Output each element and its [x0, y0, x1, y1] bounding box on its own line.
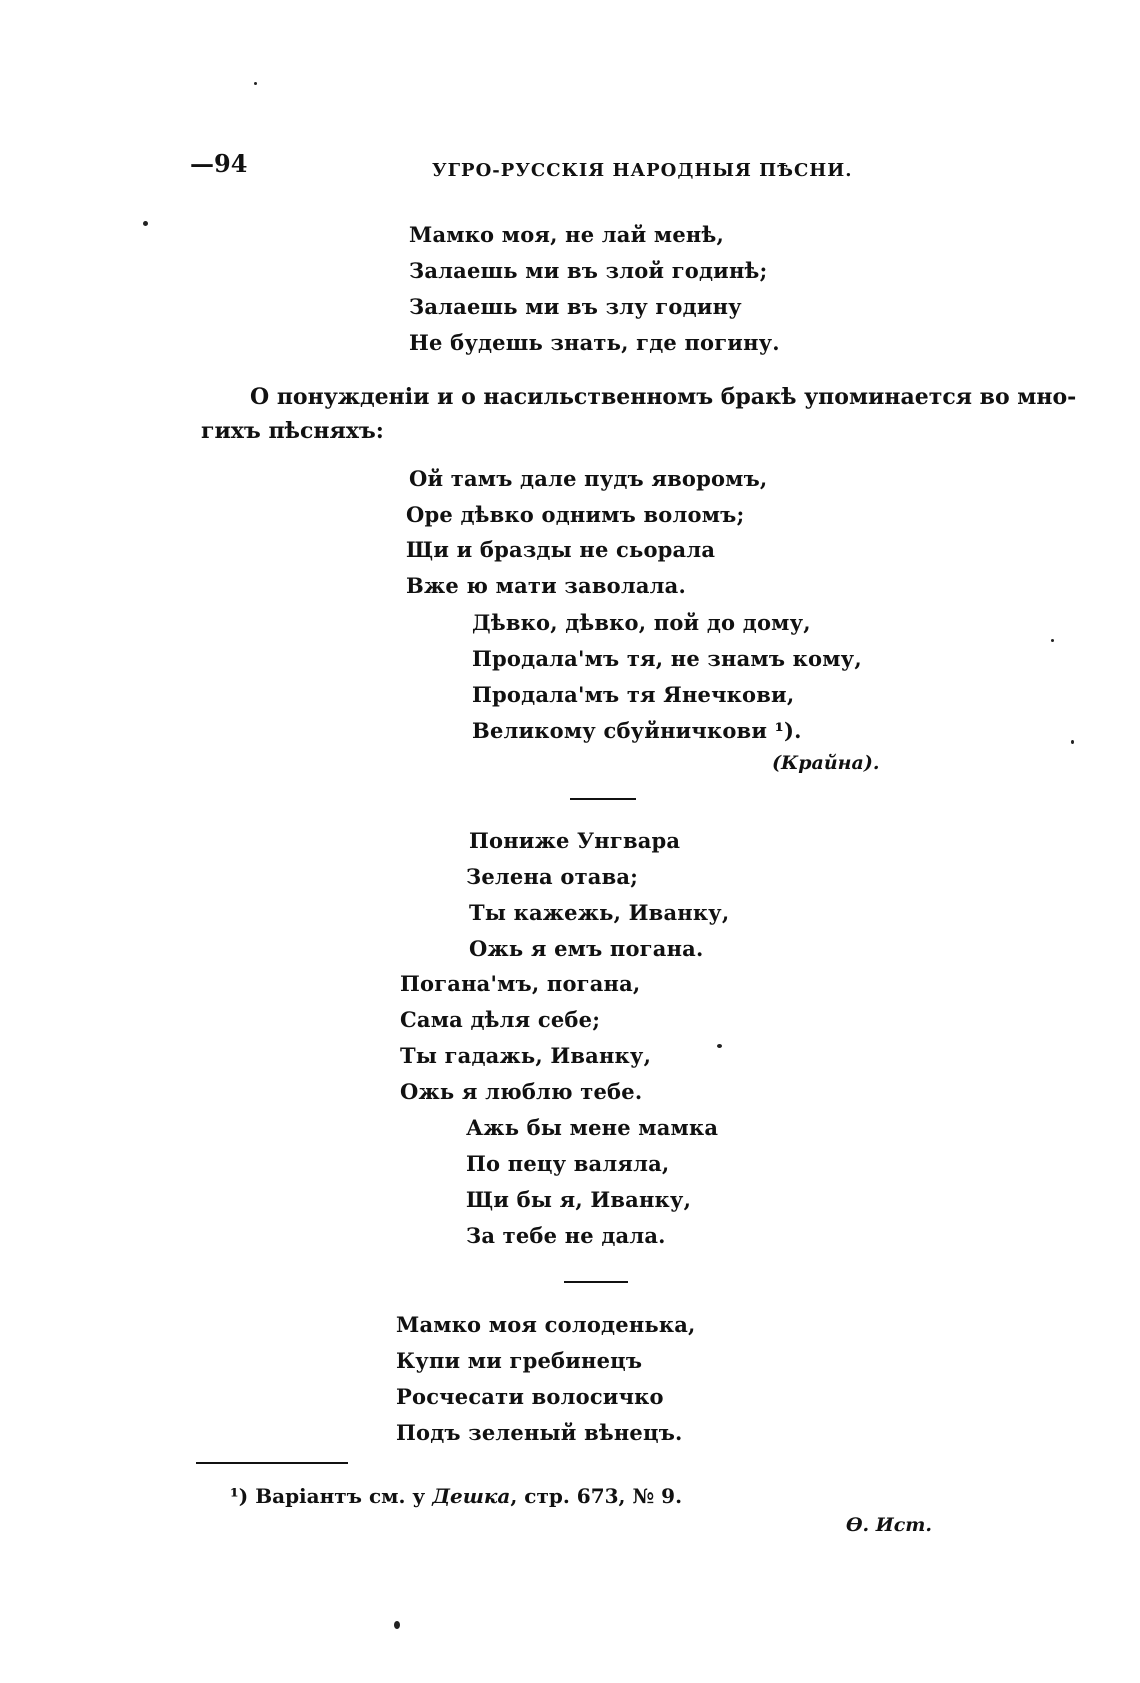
- verse-line: Мамко моя солоденька,: [396, 1312, 696, 1337]
- verse-line: Мамко моя, не лай менѣ,: [409, 222, 724, 247]
- verse-line: Щи бы я, Иванку,: [466, 1187, 692, 1212]
- verse-line: Сама дѣля себе;: [400, 1007, 601, 1032]
- footnote-rule: [196, 1462, 348, 1464]
- footnote-author: Дешка: [432, 1484, 511, 1508]
- scan-speck: [394, 1621, 400, 1629]
- verse-line: Пониже Унгвара: [469, 828, 681, 853]
- section-divider: [564, 1281, 628, 1283]
- prose-line: О понужденіи и о насильственномъ бракѣ упоминается во мно-: [250, 384, 1077, 410]
- verse-line: Ожь я емъ погана.: [469, 936, 704, 961]
- verse-line: Вже ю мати заволала.: [406, 573, 686, 598]
- section-divider: [570, 798, 636, 800]
- running-head: УГРО-РУССКІЯ НАРОДНЫЯ ПѢСНИ.: [432, 160, 853, 181]
- verse-line: Купи ми гребинецъ: [396, 1348, 643, 1373]
- scan-speck: [1071, 740, 1074, 744]
- source-attribution: (Крайна).: [772, 752, 880, 774]
- page-number: —94: [190, 149, 248, 178]
- verse-line: Продала'мъ тя Янечкови,: [472, 682, 795, 707]
- verse-line: Подъ зеленый вѣнецъ.: [396, 1420, 683, 1445]
- verse-line: Дѣвко, дѣвко, пой до дому,: [472, 610, 811, 635]
- verse-line: Погана'мъ, погана,: [400, 971, 641, 996]
- verse-line: Ты кажежь, Иванку,: [469, 900, 730, 925]
- prose-line: гихъ пѣсняхъ:: [201, 418, 384, 444]
- verse-line: Ты гадажь, Иванку,: [400, 1043, 652, 1068]
- verse-line: Продала'мъ тя, не знамъ кому,: [472, 646, 862, 671]
- footnote-text: Варіантъ см. у: [255, 1484, 426, 1508]
- verse-line: Великому сбуйничкови ¹).: [472, 718, 802, 743]
- scan-speck: [143, 221, 148, 226]
- verse-line: Залаешь ми въ злу годину: [409, 294, 742, 319]
- verse-line: Не будешь знать, где погину.: [409, 330, 780, 355]
- verse-line: Оре дѣвко однимъ воломъ;: [406, 502, 745, 527]
- verse-line: Зелена отава;: [466, 864, 639, 889]
- scan-speck: [717, 1044, 722, 1048]
- signature: Ѳ. Ист.: [846, 1514, 933, 1536]
- verse-line: Ожь я люблю тебе.: [400, 1079, 643, 1104]
- footnote-marker: ¹): [230, 1484, 249, 1508]
- verse-line: Ажь бы мене мамка: [466, 1115, 719, 1140]
- verse-line: Залаешь ми въ злой годинѣ;: [409, 258, 768, 283]
- verse-line: Щи и бразды не сьорала: [406, 537, 716, 562]
- verse-line: По пецу валяла,: [466, 1151, 670, 1176]
- scan-speck: [1051, 639, 1054, 642]
- footnote-reference: , стр. 673, № 9.: [510, 1484, 683, 1508]
- verse-line: Росчесати волосичко: [396, 1384, 664, 1409]
- scan-speck: [254, 82, 257, 85]
- footnote: [230, 1486, 682, 1506]
- verse-line: За тебе не дала.: [466, 1223, 666, 1248]
- verse-line: Ой тамъ дале пудъ яворомъ,: [409, 466, 768, 491]
